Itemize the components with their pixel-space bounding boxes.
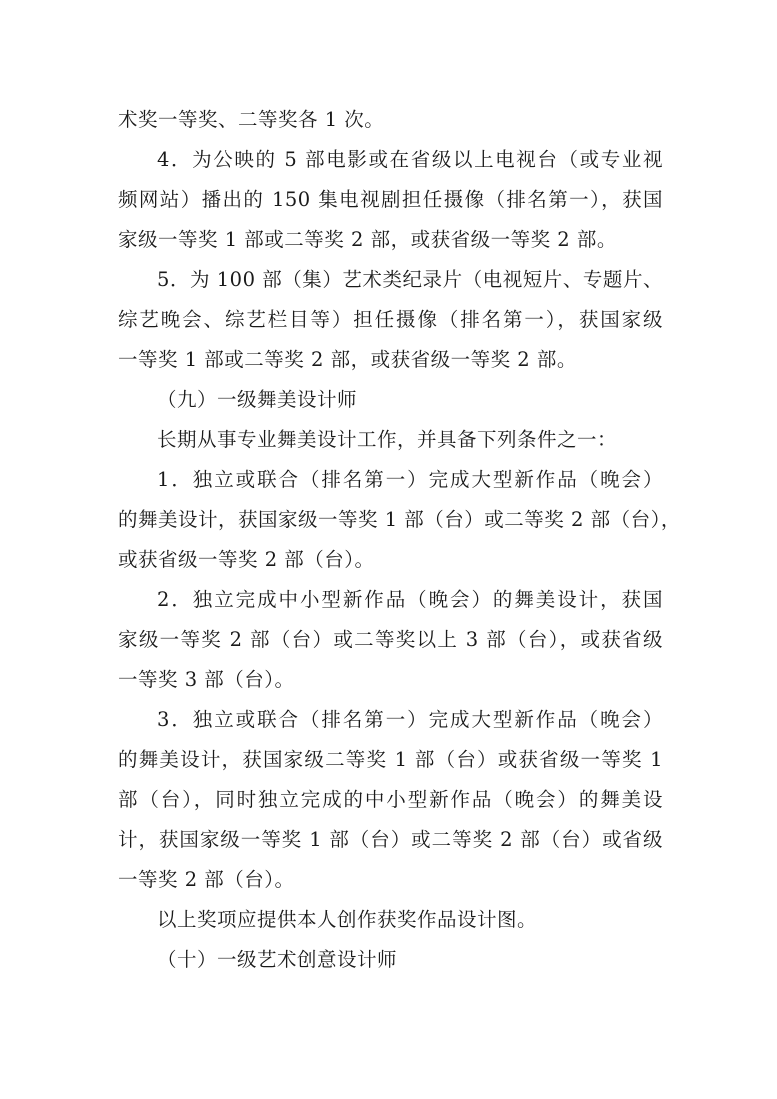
body-line: 部（台），同时独立完成的中小型新作品（晚会）的舞美设: [118, 788, 663, 811]
body-line: 一等奖 2 部（台）。: [118, 868, 295, 891]
section-heading-9: （九）一级舞美设计师: [157, 388, 358, 411]
body-line: 一等奖 3 部（台）。: [118, 668, 295, 691]
body-line: 的舞美设计，获国家级二等奖 1 部（台）或获省级一等奖 1: [118, 748, 663, 771]
body-line: 家级一等奖 1 部或二等奖 2 部，或获省级一等奖 2 部。: [118, 228, 617, 251]
item-3-line: 3．独立或联合（排名第一）完成大型新作品（晚会）: [157, 708, 663, 731]
body-line: 计，获国家级一等奖 1 部（台）或二等奖 2 部（台）或省级: [118, 828, 663, 851]
body-line: 综艺晚会、综艺栏目等）担任摄像（排名第一），获国家级: [118, 308, 663, 331]
body-line: 术奖一等奖、二等奖各 1 次。: [118, 108, 385, 131]
body-line: 或获省级一等奖 2 部（台）。: [118, 548, 375, 571]
item-1-line: 1．独立或联合（排名第一）完成大型新作品（晚会）: [157, 468, 663, 491]
section-heading-10: （十）一级艺术创意设计师: [157, 948, 398, 971]
note-line: 以上奖项应提供本人创作获奖作品设计图。: [157, 908, 538, 931]
item-2-line: 2．独立完成中小型新作品（晚会）的舞美设计，获国: [157, 588, 663, 611]
body-line: 的舞美设计，获国家级一等奖 1 部（台）或二等奖 2 部（台），: [118, 508, 681, 531]
item-4-line: 4．为公映的 5 部电影或在省级以上电视台（或专业视: [157, 148, 663, 171]
body-line: 一等奖 1 部或二等奖 2 部，或获省级一等奖 2 部。: [118, 348, 577, 371]
item-5-line: 5．为 100 部（集）艺术类纪录片（电视短片、专题片、: [157, 268, 663, 291]
body-line: 频网站）播出的 150 集电视剧担任摄像（排名第一），获国: [118, 188, 663, 211]
intro-line: 长期从事专业舞美设计工作，并具备下列条件之一：: [157, 428, 618, 451]
body-line: 家级一等奖 2 部（台）或二等奖以上 3 部（台），或获省级: [118, 628, 663, 651]
